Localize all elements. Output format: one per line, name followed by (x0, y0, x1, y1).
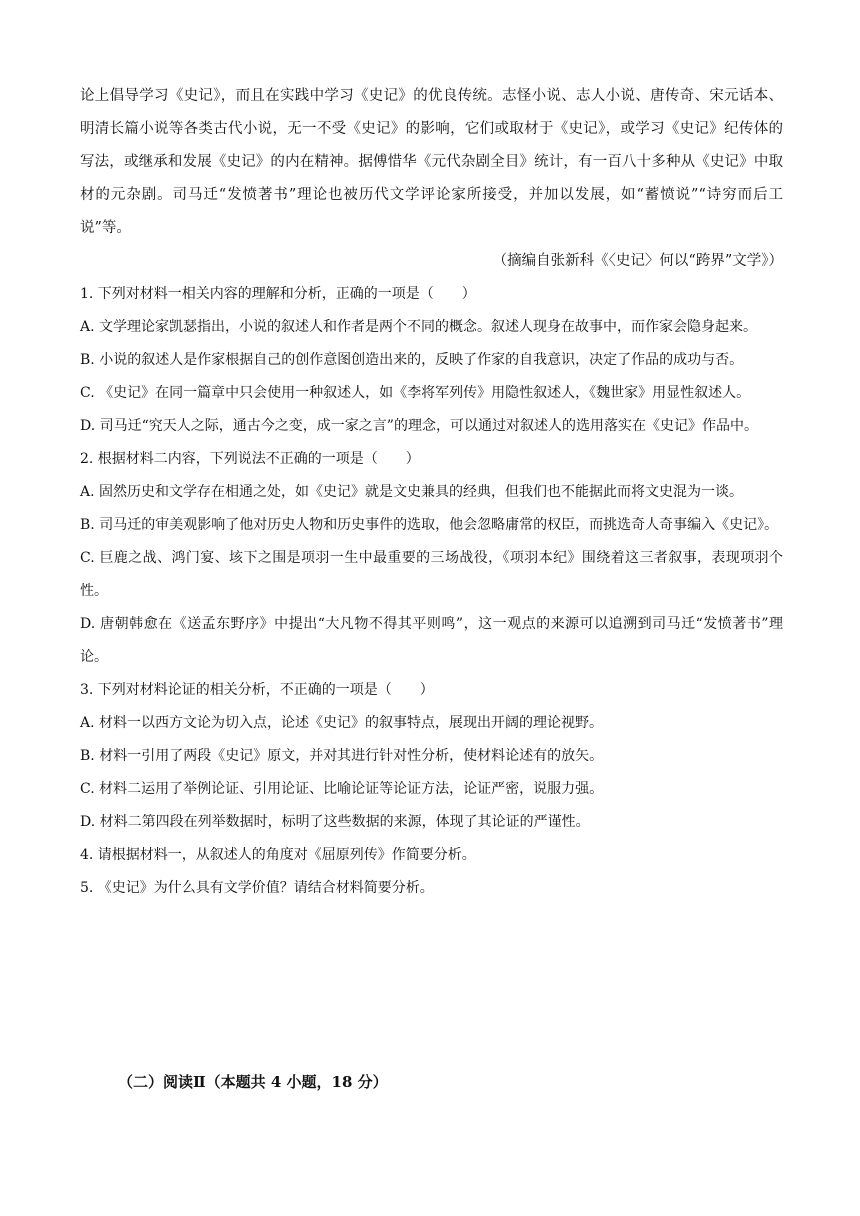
section-heading: （二）阅读Ⅱ（本题共 4 小题，18 分） (118, 1073, 388, 1091)
option-b: B. 材料一引用了两段《史记》原文，并对其进行针对性分析，使材料论述有的放矢。 (80, 748, 604, 764)
option-c: C. 巨鹿之战、鸿门宴、垓下之围是项羽一生中最重要的三场战役，《项羽本纪》围绕着这三者叙事，表现项羽个性。 (80, 550, 783, 599)
question-stem: 2. 根据材料二内容，下列说法不正确的一项是（ ） (80, 451, 420, 467)
question-stem: 5. 《史记》为什么具有文学价值？请结合材料简要分析。 (80, 880, 434, 896)
question-3 (80, 674, 783, 839)
option-a: A. 材料一以西方文论为切入点，论述《史记》的叙事特点，展现出开阔的理论视野。 (80, 715, 604, 731)
option-a: A. 固然历史和文学存在相通之处，如《史记》就是文史兼具的经典，但我们也不能据此而将文史混为一谈。 (80, 484, 744, 500)
option-b: B. 小说的叙述人是作家根据自己的创作意图创造出来的，反映了作家的自我意识，决定了作品的成功与否。 (80, 352, 744, 368)
option-c: C. 材料二运用了举例论证、引用论证、比喻论证等论证方法，论证严密，说服力强。 (80, 781, 604, 797)
option-a: A. 文学理论家凯瑟指出，小说的叙述人和作者是两个不同的概念。叙述人现身在故事中，而作家会隐身起来。 (80, 319, 758, 335)
option-d: D. 唐朝韩愈在《送孟东野序》中提出“大凡物不得其平则鸣”，这一观点的来源可以追溯到司马迁“发愤著书”理论。 (80, 616, 783, 665)
question-stem: 1. 下列对材料一相关内容的理解和分析，正确的一项是（ ） (80, 286, 476, 302)
question-stem: 4. 请根据材料一，从叙述人的角度对《屈原列传》作简要分析。 (80, 847, 476, 863)
option-d: D. 材料二第四段在列举数据时，标明了这些数据的来源，体现了其论证的严谨性。 (80, 814, 590, 830)
question-2 (80, 443, 783, 674)
question-stem: 3. 下列对材料论证的相关分析，不正确的一项是（ ） (80, 682, 434, 698)
question-4 (80, 839, 783, 872)
question-1 (80, 278, 783, 443)
option-d: D. 司马迁“究天人之际，通古今之变，成一家之言”的理念，可以通过对叙述人的选用落实在《史记》作品中。 (80, 418, 758, 434)
document-page (80, 80, 783, 905)
passage-text: 论上倡导学习《史记》，而且在实践中学习《史记》的优良传统。志怪小说、志人小说、唐传奇、宋元话本、明清长篇小说等各类古代小说，无一不受《史记》的影响，它们或取材于《史记》，或学习《史记》纪传体的写法，或继承和发展《史记》的内在精神。据傅惜华《元代杂剧全目》统计，有一百八十多种从《史记》中取材的元杂剧。司马迁“发愤著书”理论也被历代文学评论家所接受，并加以发展，如“蓄愤说”“诗穷而后工说”等。 (80, 88, 783, 236)
option-b: B. 司马迁的审美观影响了他对历史人物和历史事件的选取，他会忽略庸常的权臣，而挑选奇人奇事编入《史记》。 (80, 517, 779, 533)
question-5 (80, 872, 783, 905)
passage-source: （摘编自张新科《〈史记〉何以“跨界”文学》） (492, 253, 783, 269)
option-c: C. 《史记》在同一篇章中只会使用一种叙述人，如《李将军列传》用隐性叙述人，《魏世家》用显性叙述人。 (80, 385, 751, 401)
